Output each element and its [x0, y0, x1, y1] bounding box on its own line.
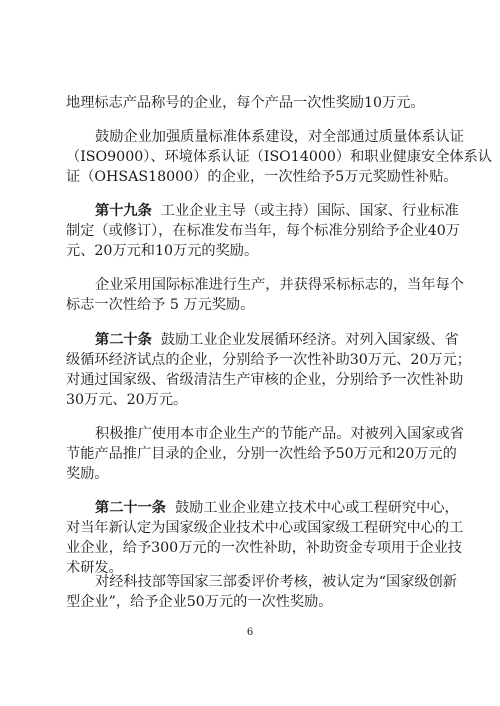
- line-text: 企业采用国际标准进行生产，并获得采标标志的，当年每个: [95, 277, 464, 293]
- text-line: [66, 93, 438, 113]
- line-text: 对当年新认定为国家级企业技术中心或国家级工程研究中心的工: [66, 520, 464, 536]
- line-text: 积极推广使用本市企业生产的节能产品。对被列入国家或省: [95, 426, 464, 442]
- line-text: 奖励。: [66, 466, 109, 482]
- text-line: [66, 147, 492, 167]
- line-text: 30万元、20万元。: [66, 392, 188, 408]
- line-text: 制定（或修订），在标准发布当年，每个标准分别给予企业40万: [66, 223, 461, 239]
- line-text: 元、20万元和10万元的奖励。: [66, 243, 259, 259]
- line-text: 鼓励企业加强质量标准体系建设，对全部通过质量体系认证: [95, 129, 464, 145]
- line-text: 节能产品推广目录的企业，分别一次性给予50万元和20万元的: [66, 446, 457, 462]
- line-text: 工业企业主导（或主持）国际、国家、行业标准: [160, 203, 459, 219]
- text-line: [66, 464, 438, 484]
- text-line: [66, 241, 438, 261]
- line-text: （ISO9000）、环境体系认证（ISO14000）和职业健康安全体系认: [66, 149, 492, 165]
- line-text: 业企业，给予300万元的一次性补助，补助资金专项用于企业技: [66, 540, 462, 556]
- line-text: 鼓励工业企业发展循环经济。对列入国家级、省: [160, 332, 459, 348]
- line-text: 标志一次性给予 5 万元奖励。: [66, 297, 255, 313]
- text-line: [66, 518, 464, 538]
- article-number: 第二十条: [95, 332, 152, 348]
- line-text: 级循环经济试点的企业，分别给予一次性补助30万元、20万元；: [66, 352, 471, 368]
- line-text: 地理标志产品称号的企业，每个产品一次性奖励10万元。: [66, 95, 425, 111]
- line-text: 型企业”，给予企业50万元的一次性奖励。: [66, 594, 333, 610]
- text-line: [66, 350, 471, 370]
- text-line: [66, 538, 462, 558]
- line-text: 术研发。: [66, 560, 123, 576]
- text-line: [66, 167, 458, 187]
- text-line: [95, 127, 464, 147]
- article-heading-line: [95, 498, 459, 518]
- text-line: [95, 572, 457, 592]
- text-line: [66, 370, 464, 390]
- line-text: 鼓励工业企业建立技术中心或工程研究中心，: [174, 500, 459, 516]
- article-number: 第十九条: [95, 203, 152, 219]
- text-line: [66, 221, 461, 241]
- text-line: [66, 592, 438, 612]
- text-line: [66, 390, 438, 410]
- text-line: [66, 295, 438, 315]
- text-line: [95, 275, 464, 295]
- line-text: 对经科技部等国家三部委评价考核，被认定为“国家级创新: [95, 574, 457, 590]
- article-number: 第二十一条: [95, 500, 166, 516]
- article-heading-line: [95, 330, 459, 350]
- line-text: 证（OHSAS18000）的企业，一次性给予5万元奖励性补贴。: [66, 169, 458, 185]
- page-number: 6: [246, 627, 254, 638]
- text-line: [95, 424, 464, 444]
- article-heading-line: [95, 201, 459, 221]
- line-text: 对通过国家级、省级清洁生产审核的企业，分别给予一次性补助: [66, 372, 464, 388]
- text-line: [66, 444, 457, 464]
